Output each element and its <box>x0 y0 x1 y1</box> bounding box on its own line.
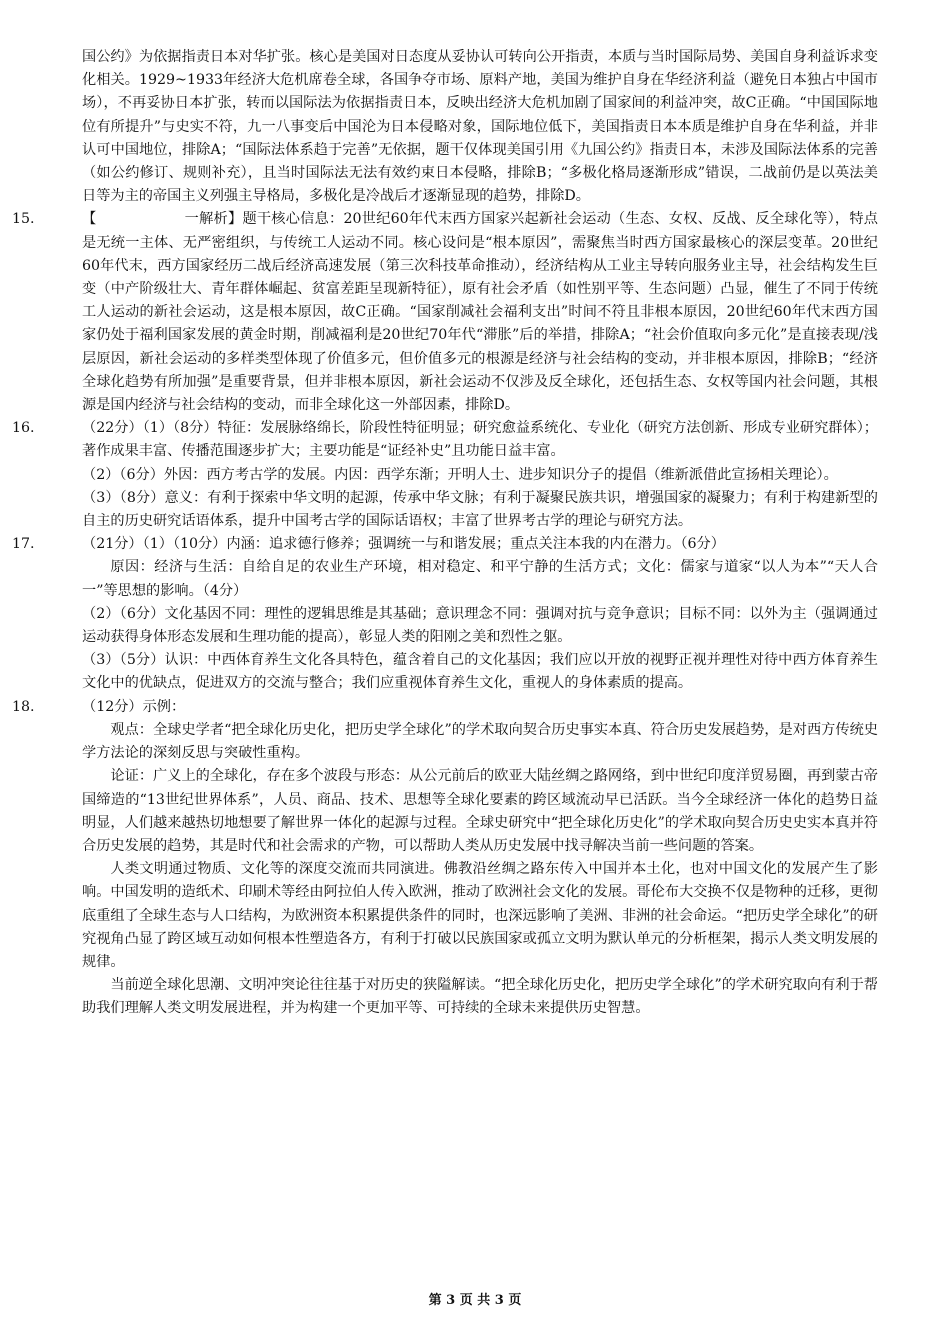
q16-part-3: （3）（8分）意义：有利于探索中华文明的起源，传承中华文脉；有利于凝聚民族共识，增强国家的凝聚力；有利于构建新型的自主的历史研究话语体系，提升中国考古学的国际话语权；丰富了世界考古学的理论与研究方法。 <box>82 489 878 530</box>
q18-intro: （12分）示例： <box>82 698 186 715</box>
q18-viewpoint: 观点：全球史学者“把全球化历史化，把历史学全球化”的学术取向契合历史事实本真、符合历史发展趋势，是对西方传统史学方法论的深刻反思与突破性重构。 <box>82 721 878 762</box>
page-footer: 第 3 页 共 3 页 <box>428 1293 522 1308</box>
analysis-label: 一解析】 <box>184 211 243 228</box>
q18-conclusion: 当前逆全球化思潮、文明冲突论往往基于对历史的狭隘解读。“把全球化历史化，把历史学全球化”的学术研究取向有利于帮助我们理解人类文明发展进程，并为构建一个更加平等、可持续的全球未来提供历史智慧。 <box>82 977 878 1017</box>
q17-part-3: （3）（5分）认识：中西体育养生文化各具特色，蕴含着自己的文化基因；我们应以开放的视野正视并理性对待中西方体育养生文化中的优缺点，促进双方的交流与整合；我们应重视体育养生文化，重视人的身体素质的提高。 <box>82 652 878 692</box>
q17-part-1: （21分）（1）（10分）内涵：追求德行修养；强调统一与和谐发展；重点关注本我的内在潜力。（6分） <box>82 536 725 553</box>
question-16 <box>12 417 878 533</box>
q18-paragraph-3: 人类文明通过物质、文化等的深度交流而共同演进。佛教沿丝绸之路东传入中国并本土化，也对中国文化的发展产生了影响。中国发明的造纸术、印刷术等经由阿拉伯人传入欧洲，推动了欧洲社会文化的发展。哥伦布大交换不仅是物种的迁移，更彻底重组了全球生态与人口结构，为欧洲资本积累提供条件的同时，也深远影响了美洲、非洲的社会命运。“把历史学全球化”的研究视角凸显了跨区域互动如何根本性塑造各方，有利于打破以民族国家或孤立文明为默认单元的分析框架，揭示人类文明发展的规律。 <box>82 861 878 970</box>
question-18 <box>12 696 878 1021</box>
question-number: 17. <box>12 536 35 553</box>
question-number: 18. <box>12 698 35 715</box>
q15-body <box>82 208 878 417</box>
question-15 <box>12 208 878 417</box>
q15-text: 题干核心信息：20世纪60年代末西方国家兴起新社会运动（生态、女权、反战、反全球化等），特点是无统一主体、无严密组织，与传统工人运动不同。核心设问是“根本原因”，需聚焦当时西方国家最核心的深层变革。20世纪60年代末，西方国家经历二战后经济高速发展（第三次科技革命推动），经济结构从工业主导转向服务业主导，社会结构发生巨变（中产阶级壮大、青年群体崛起、贫富差距呈现新特征），原有社会矛盾（如性别平等、生态问题）凸显，催生了不同于传统工人运动的新社会运动，这是根本原因，故C正确。“国家削减社会福利支出”时间不符且非根本原因，20世纪60年代末西方国家仍处于福利国家发展的黄金时期，削减福利是20世纪70年代“滞胀”后的举措，排除A；“社会价值取向多元化”是直接表现/浅层原因，新社会运动的多样类型体现了价值多元，但价值多元的根源是经济与社会结构的变动，并非根本原因，排除B；“经济全球化趋势有所加强”是重要背景，但并非根本原因，新社会运动不仅涉及反全球化，还包括生态、女权等国内社会问题，其根源是国内经济与社会结构的变动，而非全球化这一外部因素，排除D。 <box>82 211 878 414</box>
q18-argument: 论证：广义上的全球化，存在多个波段与形态：从公元前后的欧亚大陆丝绸之路网络，到中世纪印度洋贸易圈，再到蒙古帝国缔造的“13世纪世界体系”，人员、商品、技术、思想等全球化要素的跨区域流动早已活跃。当今全球经济一体化的趋势日益明显，人们越来越热切地想要了解世界一体化的起源与过程。全球史研究中“把全球化历史化”的学术取向契合历史史实本真并符合历史发展的趋势，其是时代和社会需求的产物，可以帮助人类从历史发展中找寻解决当前一些问题的答案。 <box>82 768 878 854</box>
question-number: 16. <box>12 420 35 437</box>
question-number: 15. <box>12 211 35 228</box>
q17-part-1-reason: 原因：经济与生活：自给自足的农业生产环境，相对稳定、和平宁静的生活方式；文化：儒家与道家“以人为本”“天人合一”等思想的影响。（4分） <box>82 559 878 599</box>
bracket-open: 【 <box>82 211 97 228</box>
q16-part-1: （22分）（1）（8分）特征：发展脉络绵长，阶段性特征明显；研究愈益系统化、专业化（研究方法创新、形成专业研究群体）；著作成果丰富、传播范围逐步扩大；主要功能是“证经补史”且功能日益丰富。 <box>82 420 878 460</box>
answer-content <box>12 46 878 1021</box>
q14-tail: 国公约》为依据指责日本对华扩张。核心是美国对日态度从妥协认可转向公开指责，本质与当时国际局势、美国自身利益诉求变化相关。1929~1933年经济大危机席卷全球，各国争夺市场、原料产地，美国为维护自身在华经济利益（避免日本独占中国市场），不再妥协日本扩张，转而以国际法为依据指责日本，反映出经济大危机加剧了国家间的利益冲突，故C正确。“中国国际地位有所提升”与史实不符，九一八事变后中国沦为日本侵略对象，国际地位低下，美国指责日本本质是维护自身在华利益，并非认可中国地位，排除A；“国际法体系趋于完善”无依据，题干仅体现美国引用《九国公约》指责日本，未涉及国际法体系的完善（如公约修订、规则补充），且当时国际法无法有效约束日本侵略，排除B；“多极化格局逐渐形成”错误，二战前仍是以英法美日等为主的帝国主义列强主导格局，多极化是冷战后才逐渐显现的趋势，排除D。 <box>82 49 878 205</box>
q16-part-2: （2）（6分）外因：西方考古学的发展。内因：西学东渐；开明人士、进步知识分子的提倡（维新派借此宣扬相关理论）。 <box>82 466 838 483</box>
q17-part-2: （2）（6分）文化基因不同：理性的逻辑思维是其基础；意识理念不同：强调对抗与竞争意识；目标不同：以外为主（强调通过运动获得身体形态发展和生理功能的提高），彰显人类的阳刚之美和烈性之躯。 <box>82 605 878 646</box>
question-17 <box>12 533 878 695</box>
